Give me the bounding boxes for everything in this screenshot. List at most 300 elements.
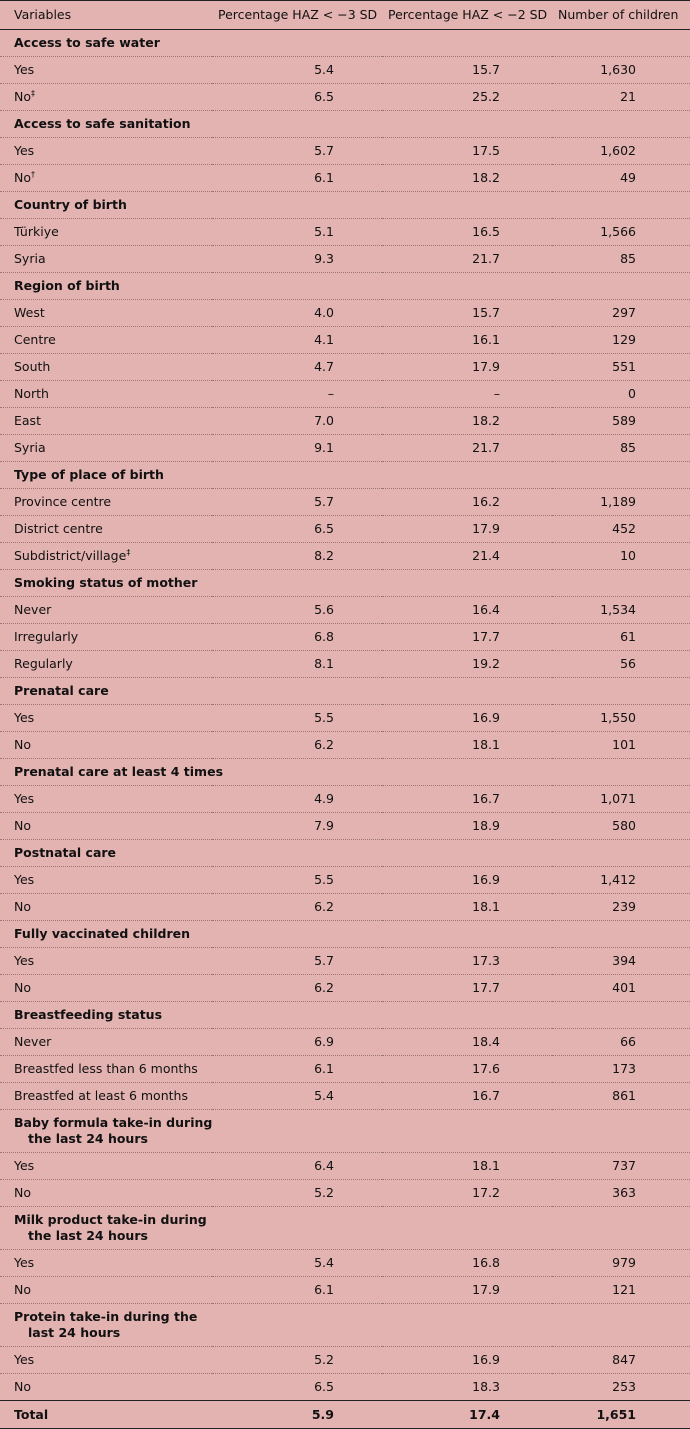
table-header-row xyxy=(0,1,690,30)
row-label-cell xyxy=(0,597,212,624)
haz2-cell: 21.4 xyxy=(382,543,552,570)
row-label: Never xyxy=(14,602,52,617)
n-cell: 847 xyxy=(552,1347,690,1374)
empty-cell xyxy=(212,1110,382,1153)
row-label: East xyxy=(14,413,41,428)
section-title-line1: Region of birth xyxy=(14,278,120,293)
n-cell: 394 xyxy=(552,948,690,975)
row-label-cell xyxy=(0,327,212,354)
empty-cell xyxy=(212,1207,382,1250)
haz2-cell: 17.9 xyxy=(382,354,552,381)
table-row xyxy=(0,57,690,84)
row-label: Centre xyxy=(14,332,56,347)
table-row xyxy=(0,894,690,921)
haz3-cell: 4.7 xyxy=(212,354,382,381)
row-label: Yes xyxy=(14,1158,35,1173)
table-row xyxy=(0,813,690,840)
haz2-cell: 17.9 xyxy=(382,1277,552,1304)
section-title-line1: Milk product take-in during xyxy=(14,1212,207,1227)
n-cell: 49 xyxy=(552,165,690,192)
n-cell: 173 xyxy=(552,1056,690,1083)
row-label: Yes xyxy=(14,143,35,158)
haz3-cell: 6.1 xyxy=(212,1277,382,1304)
row-label: Syria xyxy=(14,251,46,266)
table-row xyxy=(0,354,690,381)
empty-cell xyxy=(382,759,552,786)
haz2-cell: 18.4 xyxy=(382,1029,552,1056)
haz3-cell: 5.7 xyxy=(212,138,382,165)
section-title xyxy=(0,462,212,489)
row-label: Syria xyxy=(14,440,46,455)
row-label-cell xyxy=(0,1153,212,1180)
n-cell: 85 xyxy=(552,435,690,462)
empty-cell xyxy=(212,921,382,948)
section-title-line1: Smoking status of mother xyxy=(14,575,198,590)
row-label: No xyxy=(14,818,31,833)
n-cell: 101 xyxy=(552,732,690,759)
n-cell: 253 xyxy=(552,1374,690,1401)
empty-cell xyxy=(552,570,690,597)
haz3-cell: 5.2 xyxy=(212,1347,382,1374)
row-label: Yes xyxy=(14,953,35,968)
n-cell: 0 xyxy=(552,381,690,408)
empty-cell xyxy=(552,462,690,489)
section-title-line2: the last 24 hours xyxy=(28,1131,148,1146)
section-title-line1: Access to safe water xyxy=(14,35,160,50)
empty-cell xyxy=(382,1002,552,1029)
n-cell: 1,189 xyxy=(552,489,690,516)
row-label-cell xyxy=(0,165,212,192)
haz2-cell: 16.1 xyxy=(382,327,552,354)
haz3-cell: 5.7 xyxy=(212,489,382,516)
empty-cell xyxy=(382,1304,552,1347)
table-row xyxy=(0,867,690,894)
section-title-line2: the last 24 hours xyxy=(28,1228,148,1243)
table-row xyxy=(0,300,690,327)
n-cell: 1,071 xyxy=(552,786,690,813)
haz2-cell: 17.7 xyxy=(382,975,552,1002)
footnote-marker: ‡ xyxy=(31,88,35,98)
row-label-cell xyxy=(0,1250,212,1277)
row-label: South xyxy=(14,359,51,374)
empty-cell xyxy=(382,678,552,705)
haz3-cell: 6.5 xyxy=(212,1374,382,1401)
empty-cell xyxy=(552,30,690,57)
haz3-cell: 5.2 xyxy=(212,1180,382,1207)
table-row xyxy=(0,651,690,678)
empty-cell xyxy=(212,192,382,219)
empty-cell xyxy=(212,30,382,57)
section-header-row xyxy=(0,678,690,705)
table-row xyxy=(0,624,690,651)
empty-cell xyxy=(382,840,552,867)
haz3-cell: 9.3 xyxy=(212,246,382,273)
total-haz3: 5.9 xyxy=(212,1401,382,1429)
section-header-row xyxy=(0,30,690,57)
row-label: No xyxy=(14,899,31,914)
row-label-cell xyxy=(0,354,212,381)
row-label: No xyxy=(14,1185,31,1200)
row-label: Yes xyxy=(14,710,35,725)
haz3-cell: 5.1 xyxy=(212,219,382,246)
haz2-cell: 18.2 xyxy=(382,408,552,435)
haz3-cell: 6.1 xyxy=(212,1056,382,1083)
table-row xyxy=(0,705,690,732)
haz3-cell: 4.0 xyxy=(212,300,382,327)
row-label: No xyxy=(14,89,31,104)
haz2-cell: 19.2 xyxy=(382,651,552,678)
row-label: Yes xyxy=(14,1352,35,1367)
n-cell: 979 xyxy=(552,1250,690,1277)
row-label-cell xyxy=(0,1056,212,1083)
haz2-cell: 18.9 xyxy=(382,813,552,840)
n-cell: 56 xyxy=(552,651,690,678)
row-label-cell xyxy=(0,435,212,462)
haz2-cell: 25.2 xyxy=(382,84,552,111)
haz3-cell: 6.5 xyxy=(212,84,382,111)
n-cell: 61 xyxy=(552,624,690,651)
row-label: No xyxy=(14,1282,31,1297)
table-row xyxy=(0,435,690,462)
haz2-cell: 18.2 xyxy=(382,165,552,192)
n-cell: 1,602 xyxy=(552,138,690,165)
section-title-line1: Protein take-in during the xyxy=(14,1309,198,1324)
n-cell: 452 xyxy=(552,516,690,543)
n-cell: 580 xyxy=(552,813,690,840)
n-cell: 1,550 xyxy=(552,705,690,732)
header-haz2: Percentage HAZ < −2 SD xyxy=(382,1,552,30)
empty-cell xyxy=(212,678,382,705)
total-n: 1,651 xyxy=(552,1401,690,1429)
table-row xyxy=(0,948,690,975)
haz2-cell: 16.9 xyxy=(382,705,552,732)
row-label: No xyxy=(14,170,31,185)
empty-cell xyxy=(382,1207,552,1250)
n-cell: 121 xyxy=(552,1277,690,1304)
table-row xyxy=(0,408,690,435)
section-title xyxy=(0,1207,212,1250)
n-cell: 737 xyxy=(552,1153,690,1180)
empty-cell xyxy=(552,273,690,300)
haz3-cell: 5.4 xyxy=(212,1250,382,1277)
row-label-cell xyxy=(0,1029,212,1056)
section-title xyxy=(0,1002,212,1029)
haz2-cell: 15.7 xyxy=(382,57,552,84)
empty-cell xyxy=(212,462,382,489)
row-label: North xyxy=(14,386,49,401)
haz2-cell: 17.6 xyxy=(382,1056,552,1083)
n-cell: 239 xyxy=(552,894,690,921)
table-row xyxy=(0,1347,690,1374)
haz2-cell: 16.8 xyxy=(382,1250,552,1277)
haz2-cell: 18.1 xyxy=(382,732,552,759)
empty-cell xyxy=(382,570,552,597)
section-header-row xyxy=(0,273,690,300)
section-header-row xyxy=(0,759,690,786)
empty-cell xyxy=(552,1207,690,1250)
section-header-row xyxy=(0,1304,690,1347)
table-row xyxy=(0,1180,690,1207)
table-row xyxy=(0,1056,690,1083)
header-haz3: Percentage HAZ < −3 SD xyxy=(212,1,382,30)
empty-cell xyxy=(382,192,552,219)
row-label-cell xyxy=(0,705,212,732)
section-header-row xyxy=(0,1002,690,1029)
haz2-cell: 21.7 xyxy=(382,435,552,462)
section-title-line1: Prenatal care xyxy=(14,683,109,698)
table-row xyxy=(0,975,690,1002)
table-row xyxy=(0,516,690,543)
haz3-cell: 5.6 xyxy=(212,597,382,624)
haz3-cell: 8.1 xyxy=(212,651,382,678)
haz2-cell: 18.1 xyxy=(382,894,552,921)
haz3-cell: 8.2 xyxy=(212,543,382,570)
haz3-cell: 7.0 xyxy=(212,408,382,435)
haz3-cell: 4.1 xyxy=(212,327,382,354)
row-label-cell xyxy=(0,84,212,111)
row-label-cell xyxy=(0,894,212,921)
section-header-row xyxy=(0,111,690,138)
row-label-cell xyxy=(0,300,212,327)
row-label: Irregularly xyxy=(14,629,79,644)
row-label-cell xyxy=(0,867,212,894)
n-cell: 297 xyxy=(552,300,690,327)
empty-cell xyxy=(212,840,382,867)
row-label-cell xyxy=(0,651,212,678)
empty-cell xyxy=(212,1304,382,1347)
empty-cell xyxy=(552,192,690,219)
n-cell: 66 xyxy=(552,1029,690,1056)
section-title-line1: Prenatal care at least 4 times xyxy=(14,764,224,779)
haz2-cell: – xyxy=(382,381,552,408)
haz3-cell: 6.4 xyxy=(212,1153,382,1180)
section-header-row xyxy=(0,570,690,597)
row-label-cell xyxy=(0,975,212,1002)
footnote-marker: ‡ xyxy=(126,547,131,557)
row-label-cell xyxy=(0,732,212,759)
total-label: Total xyxy=(0,1401,212,1429)
table-row xyxy=(0,1277,690,1304)
row-label: No xyxy=(14,980,31,995)
footnote-marker: † xyxy=(31,169,35,179)
empty-cell xyxy=(382,30,552,57)
haz3-cell: 6.8 xyxy=(212,624,382,651)
row-label: Yes xyxy=(14,1255,35,1270)
haz3-cell: 4.9 xyxy=(212,786,382,813)
empty-cell xyxy=(382,1110,552,1153)
haz2-cell: 18.1 xyxy=(382,1153,552,1180)
table-row xyxy=(0,489,690,516)
table-row xyxy=(0,219,690,246)
n-cell: 129 xyxy=(552,327,690,354)
haz3-cell: 6.1 xyxy=(212,165,382,192)
haz2-cell: 16.7 xyxy=(382,786,552,813)
haz2-cell: 18.3 xyxy=(382,1374,552,1401)
section-title-line1: Type of place of birth xyxy=(14,467,164,482)
row-label-cell xyxy=(0,57,212,84)
row-label-cell xyxy=(0,138,212,165)
empty-cell xyxy=(552,1002,690,1029)
row-label: Never xyxy=(14,1034,52,1049)
total-haz2: 17.4 xyxy=(382,1401,552,1429)
haz3-cell: 7.9 xyxy=(212,813,382,840)
section-title-line1: Postnatal care xyxy=(14,845,117,860)
row-label-cell xyxy=(0,408,212,435)
section-title-line1: Breastfeeding status xyxy=(14,1007,163,1022)
table-row xyxy=(0,381,690,408)
section-title xyxy=(0,570,212,597)
row-label: Breastfed less than 6 months xyxy=(14,1061,198,1076)
n-cell: 551 xyxy=(552,354,690,381)
empty-cell xyxy=(552,111,690,138)
row-label: West xyxy=(14,305,45,320)
row-label: District centre xyxy=(14,521,103,536)
section-title-line1: Fully vaccinated children xyxy=(14,926,191,941)
section-title-line1: Access to safe sanitation xyxy=(14,116,191,131)
table-row xyxy=(0,1083,690,1110)
table-row xyxy=(0,327,690,354)
section-title xyxy=(0,921,212,948)
section-header-row xyxy=(0,840,690,867)
n-cell: 589 xyxy=(552,408,690,435)
section-header-row xyxy=(0,1207,690,1250)
empty-cell xyxy=(212,759,382,786)
section-title-line1: Baby formula take-in during xyxy=(14,1115,213,1130)
table-body xyxy=(0,30,690,1401)
table-row xyxy=(0,165,690,192)
row-label-cell xyxy=(0,948,212,975)
section-title xyxy=(0,192,212,219)
haz2-cell: 16.7 xyxy=(382,1083,552,1110)
haz3-cell: 5.5 xyxy=(212,705,382,732)
table-row xyxy=(0,786,690,813)
section-title xyxy=(0,111,212,138)
section-title-line2: last 24 hours xyxy=(28,1325,121,1340)
haz2-cell: 16.9 xyxy=(382,1347,552,1374)
haz2-cell: 16.9 xyxy=(382,867,552,894)
row-label: Province centre xyxy=(14,494,112,509)
empty-cell xyxy=(212,273,382,300)
table-row xyxy=(0,84,690,111)
table-row xyxy=(0,1374,690,1401)
section-header-row xyxy=(0,462,690,489)
empty-cell xyxy=(212,1002,382,1029)
row-label-cell xyxy=(0,219,212,246)
table-row xyxy=(0,732,690,759)
table-row xyxy=(0,597,690,624)
n-cell: 85 xyxy=(552,246,690,273)
haz3-cell: 5.5 xyxy=(212,867,382,894)
haz2-cell: 17.5 xyxy=(382,138,552,165)
empty-cell xyxy=(552,759,690,786)
section-title xyxy=(0,840,212,867)
row-label: No xyxy=(14,737,31,752)
haz3-cell: 5.4 xyxy=(212,57,382,84)
row-label: Yes xyxy=(14,791,35,806)
row-label-cell xyxy=(0,1277,212,1304)
empty-cell xyxy=(382,111,552,138)
section-title xyxy=(0,1110,212,1153)
section-title-line1: Country of birth xyxy=(14,197,127,212)
empty-cell xyxy=(212,570,382,597)
haz2-cell: 21.7 xyxy=(382,246,552,273)
haz3-cell: 5.4 xyxy=(212,1083,382,1110)
haz3-cell: 6.2 xyxy=(212,975,382,1002)
n-cell: 861 xyxy=(552,1083,690,1110)
section-header-row xyxy=(0,1110,690,1153)
section-title xyxy=(0,678,212,705)
n-cell: 1,630 xyxy=(552,57,690,84)
row-label-cell xyxy=(0,543,212,570)
haz2-cell: 16.2 xyxy=(382,489,552,516)
n-cell: 1,534 xyxy=(552,597,690,624)
empty-cell xyxy=(382,273,552,300)
row-label-cell xyxy=(0,381,212,408)
empty-cell xyxy=(552,678,690,705)
row-label: Türkiye xyxy=(14,224,59,239)
row-label: No xyxy=(14,1379,31,1394)
section-title xyxy=(0,1304,212,1347)
section-title xyxy=(0,759,224,786)
row-label: Regularly xyxy=(14,656,73,671)
n-cell: 401 xyxy=(552,975,690,1002)
section-title xyxy=(0,273,212,300)
n-cell: 1,566 xyxy=(552,219,690,246)
haz2-cell: 16.5 xyxy=(382,219,552,246)
row-label-cell xyxy=(0,786,212,813)
haz2-cell: 17.3 xyxy=(382,948,552,975)
empty-cell xyxy=(552,921,690,948)
table-row xyxy=(0,1250,690,1277)
haz3-cell: 5.7 xyxy=(212,948,382,975)
empty-cell xyxy=(552,840,690,867)
haz2-cell: 17.9 xyxy=(382,516,552,543)
header-variables: Variables xyxy=(0,1,212,30)
row-label-cell xyxy=(0,1180,212,1207)
section-header-row xyxy=(0,921,690,948)
header-number-of-children: Number of children xyxy=(552,1,690,30)
haz3-cell: 6.5 xyxy=(212,516,382,543)
row-label-cell xyxy=(0,516,212,543)
empty-cell xyxy=(382,921,552,948)
row-label: Yes xyxy=(14,872,35,887)
row-label-cell xyxy=(0,1374,212,1401)
empty-cell xyxy=(552,1304,690,1347)
n-cell: 10 xyxy=(552,543,690,570)
haz2-cell: 15.7 xyxy=(382,300,552,327)
haz3-cell: 6.2 xyxy=(212,732,382,759)
empty-cell xyxy=(212,111,382,138)
n-cell: 1,412 xyxy=(552,867,690,894)
row-label-cell xyxy=(0,624,212,651)
haz2-cell: 17.7 xyxy=(382,624,552,651)
n-cell: 363 xyxy=(552,1180,690,1207)
table-row xyxy=(0,543,690,570)
row-label-cell xyxy=(0,489,212,516)
haz3-cell: 6.2 xyxy=(212,894,382,921)
row-label: Breastfed at least 6 months xyxy=(14,1088,188,1103)
section-header-row xyxy=(0,192,690,219)
row-label-cell xyxy=(0,1083,212,1110)
haz3-cell: 9.1 xyxy=(212,435,382,462)
table-row xyxy=(0,138,690,165)
haz3-cell: 6.9 xyxy=(212,1029,382,1056)
section-title xyxy=(0,30,212,57)
row-label-cell xyxy=(0,1347,212,1374)
total-row xyxy=(0,1401,690,1429)
haz2-cell: 17.2 xyxy=(382,1180,552,1207)
haz2-cell: 16.4 xyxy=(382,597,552,624)
